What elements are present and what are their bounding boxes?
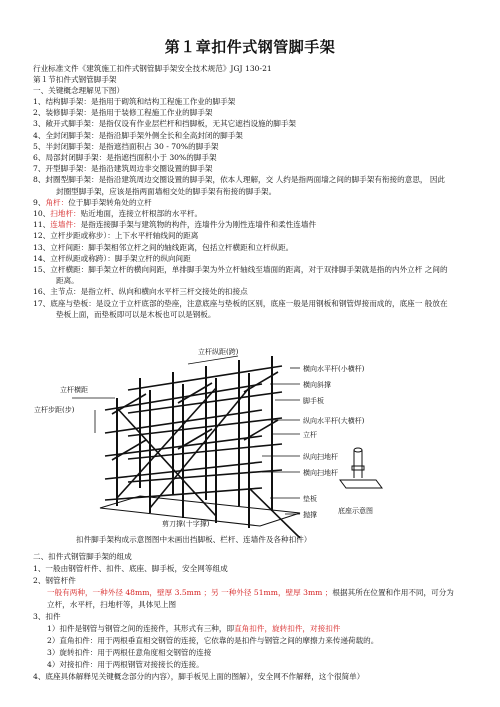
definition-description: 是指仅设有作业层栏杆和挡脚板，无其它遮挡设施的脚手架 [98, 119, 297, 129]
definition-number: 7、 [33, 164, 46, 174]
definition-description: 是指用于砌筑和结构工程施工作业的脚手架 [91, 97, 236, 106]
definition-term: 敞开式脚手架： [45, 119, 99, 129]
definition-item [33, 231, 473, 241]
definition-term: 局部封闭脚手架： [45, 153, 107, 162]
definition-term: 结构脚手架： [45, 97, 91, 106]
definition-number: 1、 [33, 97, 46, 106]
definition-description: 贴近地面，连接立杆根部的水平杆。 [80, 209, 203, 218]
definition-description: 是指沿建筑周边非交圈设置的脚手架 [91, 164, 213, 174]
definition-item [33, 119, 473, 129]
section2-item3: 3、扣件 [33, 612, 61, 621]
definition-term: 角杆： [45, 197, 69, 207]
definition-term: 连墙件： [50, 220, 81, 230]
label-transverse-bar-small: 横向水平杆(小横杆) [303, 365, 365, 373]
definition-item [33, 220, 473, 230]
label-pole-transverse: 立杆横距 [60, 386, 88, 394]
sub1-text: 1）扣件是钢管与钢管之间的连接件，其形式有三种，即 [47, 624, 235, 633]
definition-term: 立杆纵距或称跨）： [50, 253, 115, 263]
label-base-sketch: 底座示意图 [338, 507, 373, 515]
page-title: 第１章扣件式钢管脚手架 [164, 38, 336, 56]
label-pole-step: 立杆步距(步) [34, 406, 75, 414]
definition-item-continuation: 垫板上面，而垫板即可以是木板也可以是钢板。 [56, 309, 216, 319]
definition-description: 是指用于装修工程施工作业的脚手架 [91, 108, 213, 118]
standard-reference: 行业标准文件《建筑施工扣件式钢管脚手架安全技术规范》JGJ 130-21 [33, 64, 272, 73]
definition-description: 脚手架立杆的纵向间距 [114, 253, 191, 263]
throw-brace-line [249, 488, 300, 538]
subsection-heading: 一、关键概念理解见下图） [33, 86, 125, 95]
section2-heading: 二、扣件式钢管脚手架的组成 [33, 552, 132, 561]
definition-item [33, 97, 473, 107]
definition-item-continuation: 距离。 [56, 276, 79, 286]
section2-sub2: 2）直角扣件：用于两根垂直相交钢管的连接，它依靠的是扣件与钢管之间的摩擦力来传递荷载的。 [47, 636, 379, 645]
definition-number: 14、 [33, 253, 51, 263]
definition-term: 半封闭脚手架： [45, 141, 99, 151]
definition-item [33, 164, 473, 174]
definition-number: 5、 [33, 141, 46, 151]
definition-description: 是指遮挡面积占 30 - 70%的脚手架 [98, 141, 219, 151]
label-longitudinal-bar-big: 纵向水平杆(大横杆) [303, 417, 365, 425]
definition-item [33, 243, 473, 253]
definition-description: 上下水平杆轴线间的距离 [114, 231, 199, 241]
section2-item2-detail [47, 588, 487, 598]
pipe-spec-red: 一般有两种，一种外径 48mm，壁厚 3.5mm ；另 一种外径 51mm，壁厚 3mm ； [47, 588, 333, 597]
section-heading: 第１节扣件式钢管脚手架 [33, 75, 117, 84]
label-scissor-brace: 剪刀撑(十字撑) [162, 520, 210, 528]
definition-description: 是指立杆、纵向和横向水平杆三杆交接处的扣接点 [80, 287, 248, 297]
sub1-red-text: 直角扣件，旋转扣件，对接扣件 [234, 624, 341, 633]
definition-number: 12、 [33, 231, 51, 241]
scaffold-diagram [0, 348, 500, 548]
label-pole-longitudinal: 立杆纵距(跨) [198, 348, 239, 356]
label-brace-throw: 抛撑 [303, 511, 317, 519]
definition-number: 6、 [33, 153, 46, 162]
definition-number: 4、 [33, 130, 46, 140]
definition-term: 开型脚手架： [45, 164, 91, 174]
definition-item [33, 198, 473, 208]
base-sketch-drawing [340, 448, 382, 488]
definition-term: 全封闭脚手架： [45, 130, 99, 140]
definition-term: 主节点： [50, 287, 81, 297]
definition-item [33, 209, 473, 219]
section2-sub1 [47, 624, 487, 634]
definition-item [33, 142, 473, 152]
definition-item-continuation: 封圈型脚手架，应该是指两面墙相交处的脚手架有衔接的脚手架。 [56, 186, 277, 196]
section2-sub4: 4）对接扣件：用于两根钢管对接接长的连接。 [47, 660, 204, 669]
definition-term: 装修脚手架： [45, 108, 91, 118]
definition-item [33, 108, 473, 118]
definition-item [33, 287, 473, 297]
definition-term: 立杆步距或称步）： [50, 231, 115, 241]
label-transverse-brace: 横向斜撑 [303, 381, 331, 389]
definition-description: 位于脚手架转角处的立杆 [68, 197, 152, 207]
definition-number: 11、 [33, 220, 51, 230]
dimension-line [188, 356, 238, 364]
label-scaffold-board: 脚手板 [303, 397, 324, 405]
section2-item1: 1、一般由钢管杆件、扣件、底座、脚手板，安全网等组成 [33, 564, 228, 573]
definition-number: 2、 [33, 108, 46, 118]
definition-description: 是指连接脚手架与建筑物的构件，连墙件分为刚性连墙件和柔性连墙件 [80, 220, 317, 230]
definition-item-multiline: 8、封圈型脚手架：是指沿建筑周边交圈设置的脚手架，依本人理解，交 人约是指两面墙之间的脚手架有衔接的意思， 因此 [33, 175, 446, 185]
section2-item2: 2、钢管杆件 [33, 576, 76, 585]
section2-sub3: 3）旋转扣件：用于两根任意角度相交钢管的连接 [47, 648, 212, 657]
definition-term: 立杆间距： [50, 242, 89, 252]
definition-item [33, 131, 473, 141]
definition-number: 10、 [33, 209, 51, 218]
definition-term: 扫地杆： [50, 209, 81, 218]
section2-item2-line2: 立杆，水平杆，扫地杆等，具体见上图 [47, 600, 177, 609]
definition-number: 16、 [33, 287, 51, 297]
definition-description: 是指沿脚手架外侧全长和全高封闭的脚手架 [98, 130, 243, 140]
definition-item-multiline: 17、底座与垫板：是设立于立杆底部的垫座，注意底座与垫板的区别，底座一般是用钢板和钢管焊接而成的，底座一 般放在 [33, 298, 448, 308]
label-transverse-sweep: 横向扫地杆 [303, 469, 338, 477]
pipe-spec-black: 根据其所在位置和作用不同，可分为 [332, 588, 454, 597]
definition-description: 是指遮挡面积小于 30%的脚手架 [106, 153, 217, 162]
definition-item [33, 254, 473, 264]
label-pole: 立杆 [303, 431, 317, 439]
section2-item4: 4、底座具体解释见关键概念部分的内容），脚手板见上面的图解），安全网不作解释，这个很简单） [33, 672, 365, 681]
definition-number: 3、 [33, 119, 46, 129]
definition-number: 13、 [33, 242, 51, 252]
label-longitudinal-sweep: 纵向扫地杆 [303, 453, 338, 461]
definition-number: 9、 [33, 197, 46, 207]
definition-description: 脚手架相邻立杆之间的轴线距离，包括立杆横距和立杆纵距。 [88, 242, 294, 252]
definition-item-multiline: 15、立杆横距：脚手架立杆的横向间距，单排脚手架为外立杆轴线至墙面的距离，对于双排脚手架就是指的内外立杆 之间的 [33, 265, 448, 274]
label-base-plate: 垫板 [303, 495, 317, 503]
diagram-caption: 扣件脚手架构成示意图图中未画出挡脚板、栏杆、连墙件及各种扣件） [76, 535, 312, 544]
definition-item [33, 153, 473, 163]
